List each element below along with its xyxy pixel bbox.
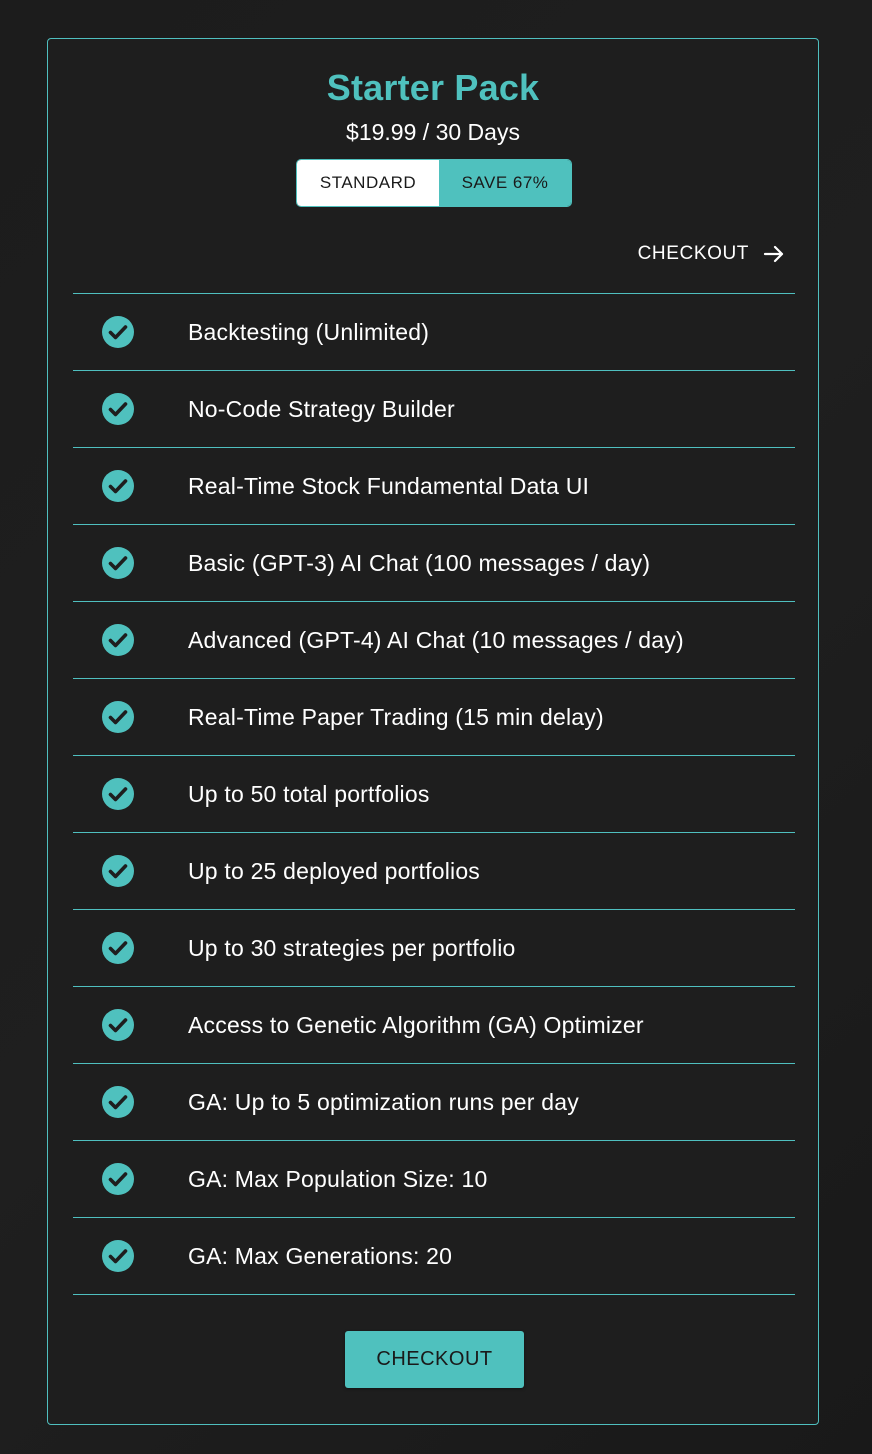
feature-label: Up to 30 strategies per portfolio [188,934,516,961]
feature-label: GA: Max Generations: 20 [188,1242,453,1269]
top-checkout-link[interactable] [638,243,785,265]
feature-row [73,756,795,833]
feature-row [73,371,795,448]
feature-row [73,910,795,987]
feature-label: GA: Max Population Size: 10 [188,1165,488,1192]
feature-row [73,602,795,679]
feature-row [73,448,795,525]
feature-row [73,1141,795,1218]
feature-row [73,679,795,756]
feature-list [73,293,795,1295]
check-circle-icon [102,316,134,348]
feature-label: Real-Time Paper Trading (15 min delay) [188,703,604,730]
feature-row [73,294,795,371]
check-circle-icon [102,932,134,964]
feature-row [73,1218,795,1295]
check-circle-icon [102,778,134,810]
plan-title: Starter Pack [326,67,540,108]
feature-row [73,525,795,602]
check-circle-icon [102,624,134,656]
check-circle-icon [102,393,134,425]
feature-label: Up to 50 total portfolios [188,780,430,807]
check-circle-icon [102,1240,134,1272]
arrow-right-icon [763,244,785,264]
check-circle-icon [102,701,134,733]
feature-row [73,833,795,910]
feature-label: Up to 25 deployed portfolios [188,857,481,884]
feature-label: Access to Genetic Algorithm (GA) Optimizer [188,1011,644,1038]
feature-row [73,1064,795,1141]
top-checkout-label: CHECKOUT [637,243,749,264]
check-circle-icon [102,1086,134,1118]
feature-label: No-Code Strategy Builder [188,395,455,422]
check-circle-icon [102,470,134,502]
toggle-standard-button[interactable]: STANDARD [297,160,439,206]
check-circle-icon [102,1163,134,1195]
feature-label: GA: Up to 5 optimization runs per day [188,1088,579,1115]
feature-label: Advanced (GPT-4) AI Chat (10 messages / day) [188,626,684,653]
check-circle-icon [102,855,134,887]
check-circle-icon [102,547,134,579]
feature-label: Basic (GPT-3) AI Chat (100 messages / day) [188,549,651,576]
billing-toggle [296,159,572,207]
feature-label: Backtesting (Unlimited) [188,318,430,345]
feature-label: Real-Time Stock Fundamental Data UI [188,472,590,499]
toggle-save-button[interactable]: SAVE 67% [439,160,571,206]
checkout-button[interactable]: CHECKOUT [345,1331,524,1388]
check-circle-icon [102,1009,134,1041]
plan-price: $19.99 / 30 Days [346,119,520,145]
feature-row [73,987,795,1064]
pricing-card [47,38,819,1425]
